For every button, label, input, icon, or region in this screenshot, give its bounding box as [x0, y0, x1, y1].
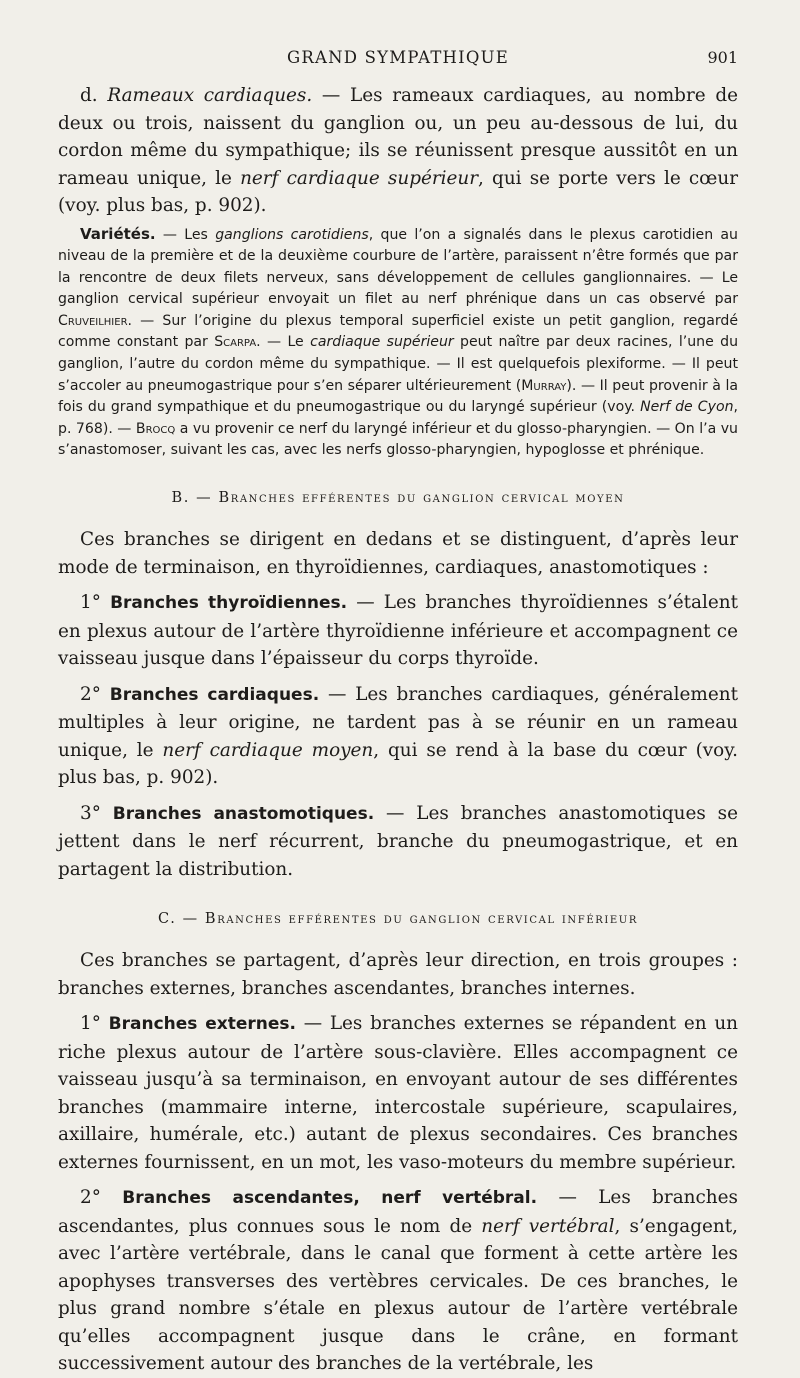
spacer	[58, 581, 738, 589]
text-run: — Les rameaux cardiaques, au nombre de deux ou trois, naissent du ganglion ou, un peu au-dessous de lui, du cordon même du sympathique; ils se réunissent presque aussitôt en un rameau unique, le	[58, 85, 738, 189]
item-title: Branches cardiaques.	[109, 684, 320, 705]
item-number: 2°	[80, 683, 101, 705]
text-run: — Les	[155, 226, 216, 243]
spacer	[58, 792, 738, 800]
item-title: Branches thyroïdiennes.	[110, 593, 348, 614]
text-run: a vu provenir ce nerf du laryngé inférieur et du glosso-pharyngien. — On l’a vu s’anastomoser, suivant les cas, avec les nerfs glosso-pharyngien, hypoglosse et phrénique.	[58, 420, 738, 459]
item-ascendantes	[58, 1184, 738, 1378]
author-name: Brocq	[135, 420, 176, 437]
item-title: Branches anastomotiques.	[112, 803, 375, 824]
item-number: 3°	[80, 802, 101, 824]
item-number: 1°	[80, 1013, 101, 1035]
author-name: Cruveilhier	[58, 312, 128, 329]
term: nerf cardiaque moyen	[162, 739, 374, 761]
item-number: 2°	[80, 1187, 101, 1209]
text-run: , qui se porte vers le cœur (voy. plus bas, p. 902).	[58, 167, 739, 216]
text-run: , que l’on a signalés dans le plexus carotidien au niveau de la première et de la deuxième courbure de l’artère, paraissent n’être formés que par la rencontre de deux filets nerveux, sans développement de cellules ganglionnaires. — Le ganglion cervical supérieur envoyait un filet au nerf phrénique dans un cas observé par	[58, 226, 738, 308]
spacer	[58, 1002, 738, 1010]
page-content	[58, 82, 738, 1378]
paragraph-label: d.	[80, 85, 98, 106]
running-title: GRAND SYMPATHIQUE	[287, 48, 509, 67]
section-c-intro: Ces branches se partagent, d’après leur direction, en trois groupes : branches externes, branches ascendantes, branches internes.	[58, 950, 738, 999]
text-run: — Les branches ascendantes, plus connues sous le nom de	[58, 1187, 738, 1237]
item-number: 1°	[80, 592, 101, 614]
term: nerf vertébral	[481, 1215, 615, 1237]
text-run: . — Le	[256, 334, 311, 351]
text-run: , s’engagent, avec l’artère vertébrale, dans le canal que forment à cette artère les apophyses transverses des vertèbres cervicales. De ces branches, le plus grand nombre s’étale en plexus autour de l’artère vertébrale qu’elles accompagnent jusque dans le crâne, en formant successivement autour des branches de la vertébrale, les	[58, 1215, 738, 1375]
text-run: — Les branches externes se répandent en un riche plexus autour de l’artère sous-clavière. Elles accompagnent ce vaisseau jusqu’à sa terminaison, en envoyant autour de ses différentes branches (mammaire interne, intercostale supérieure, scapulaires, axillaire, humérale, etc.) autant de plexus secondaires. Ces branches externes fournissent, en un mot, les vaso-moteurs du membre supérieur.	[58, 1013, 739, 1173]
text-run: peut naître par deux racines, l’une du ganglion, l’autre du cordon même du sympathique. — Il est quelquefois plexiforme. — Il peut s’accoler au pneumogastrique pour s’en séparer ultérieurement (	[58, 334, 739, 394]
item-anastomotiques	[58, 800, 738, 884]
section-heading-b: B. — Branches efférentes du ganglion cervical moyen	[171, 490, 625, 507]
item-title: Branches externes.	[108, 1014, 296, 1035]
term: Nerf de Cyon	[640, 399, 734, 416]
text-run: , p. 768). —	[58, 399, 738, 437]
running-head	[58, 0, 738, 67]
note-varietes	[58, 224, 738, 463]
note-lead: Variétés.	[80, 224, 156, 243]
spacer	[58, 1176, 738, 1184]
paragraph-rameaux-cardiaques	[58, 82, 738, 220]
item-cardiaques	[58, 681, 738, 792]
section-heading-c: C. — Branches efférentes du ganglion cervical inférieur	[158, 911, 638, 928]
term: nerf cardiaque supérieur	[240, 167, 479, 189]
term: ganglions carotidiens	[215, 226, 369, 243]
item-externes	[58, 1010, 738, 1176]
item-title: Branches ascendantes, nerf vertébral.	[122, 1188, 538, 1209]
item-thyroidiennes	[58, 589, 738, 673]
text-run: . — Sur l’origine du plexus temporal superficiel existe un petit ganglion, regardé comme constant par	[58, 312, 738, 351]
author-name: Murray	[521, 377, 567, 394]
text-run: ). — Il peut provenir à la fois du grand sympathique et du pneumogastrique ou du laryngé supérieur (voy.	[58, 377, 739, 416]
text-run: , qui se rend à la base du cœur (voy. plus bas, p. 902).	[58, 739, 738, 789]
text-run: — Les branches thyroïdiennes s’étalent en plexus autour de l’artère thyroïdienne inférieure et accompagnent ce vaisseau jusque dans l’épaisseur du corps thyroïde.	[58, 592, 738, 670]
term: cardiaque supérieur	[310, 334, 454, 351]
page-number: 901	[707, 48, 738, 67]
text-run: — Les branches anastomotiques se jettent dans le nerf récurrent, branche du pneumogastrique, et en partagent la distribution.	[58, 802, 738, 880]
text-run: — Les branches cardiaques, généralement multiples à leur origine, ne tardent pas à se réunir en un rameau unique, le	[58, 683, 738, 761]
author-name: Scarpa	[214, 334, 257, 351]
paragraph-title: Rameaux cardiaques.	[107, 85, 313, 106]
section-b-intro: Ces branches se dirigent en dedans et se distinguent, d’après leur mode de terminaison, en thyroïdiennes, cardiaques, anastomotiques :	[58, 529, 738, 578]
spacer	[58, 673, 738, 681]
